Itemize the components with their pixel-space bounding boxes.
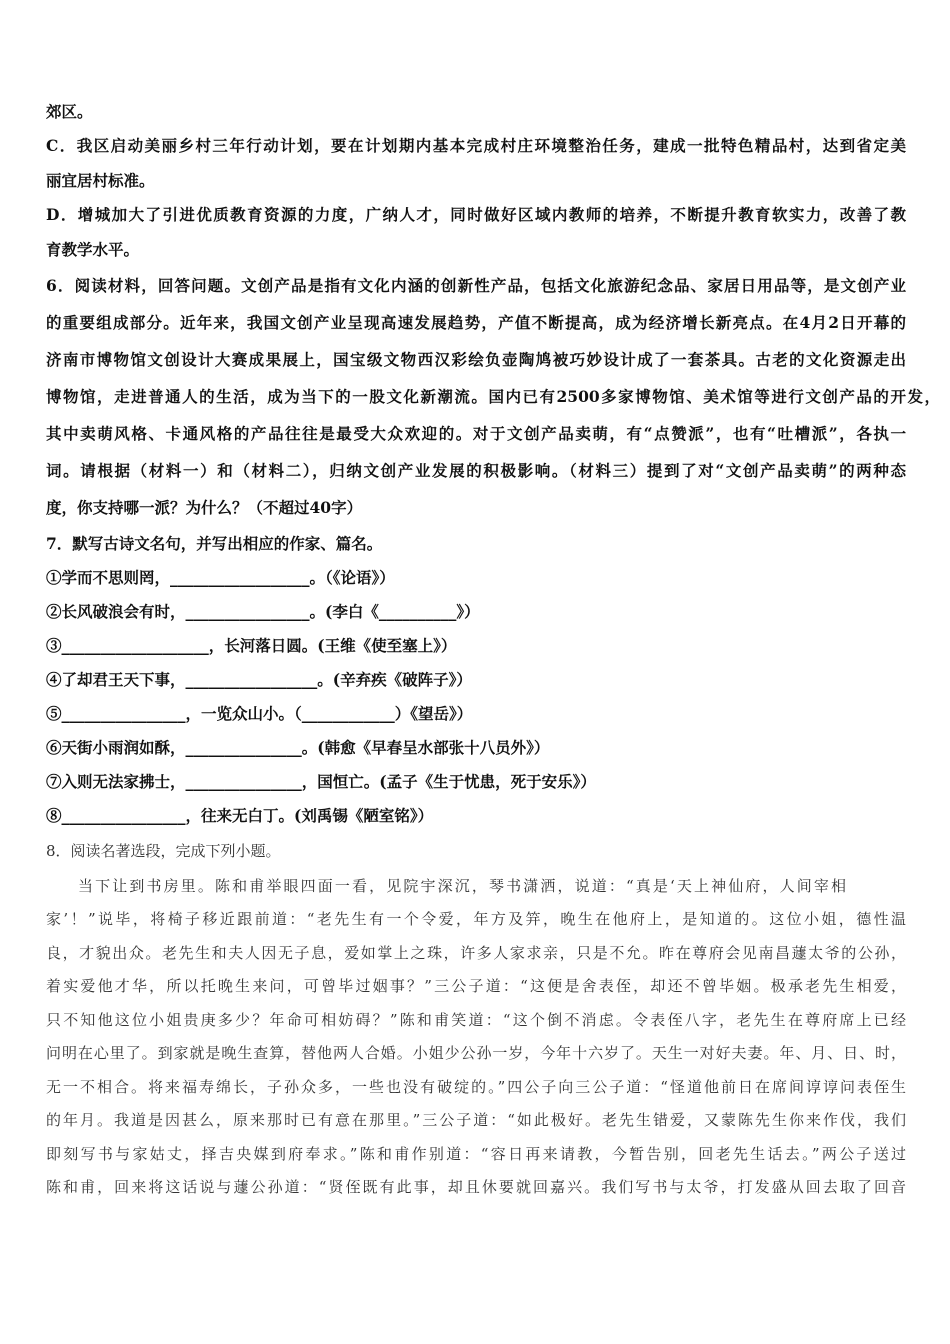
passage-line: 即刻写书与家姑丈，择吉央媒到府奉求。”陈和甫作别道：“容日再来请教，今暂告别，回老先生话去。”两公子送过 <box>46 1145 906 1163</box>
passage-line: 只不知他这位小姐贵庚多少？年命可相妨碍？”陈和甫笑道：“这个倒不消虑。令表侄八字，老先生在尊府席上已经 <box>46 1011 906 1029</box>
option-d-cont: 育教学水平。 <box>46 240 140 259</box>
passage-line: 问明在心里了。到家就是晚生查算，替他两人合婚。小姐少公孙一岁，今年十六岁了。天生一对好夫妻。年、月、日、时， <box>46 1044 906 1062</box>
q7-item: ①学而不思则罔，__________________。（《论语》） <box>46 568 395 587</box>
q7-item: ③___________________，长河落日圆。(王维《使至塞上》） <box>46 636 457 655</box>
passage-line: 的年月。我道是因甚么，原来那时已有意在那里。”三公子道：“如此极好。老先生错爱，又蒙陈先生你来作伐，我们 <box>46 1111 906 1129</box>
passage-line: 着实爱他才华，所以托晚生来问，可曾毕过姻事？”三公子道：“这便是舍表侄，却还不曾毕姻。极承老先生相爱， <box>46 977 906 995</box>
q6-line: 6．阅读材料，回答问题。文创产品是指有文化内涵的创新性产品，包括文化旅游纪念品、家居日用品等，是文创产业 <box>46 276 906 295</box>
passage-line: 陈和甫，回来将这话说与蘧公孙道：“贤侄既有此事，却且休要就回嘉兴。我们写书与太爷，打发盛从回去取了回音 <box>46 1178 906 1196</box>
q5-tail-text: 郊区。 <box>46 102 93 121</box>
q7-item: ④了却君王天下事，_________________。(辛弃疾《破阵子》） <box>46 670 472 689</box>
q6-line: 博物馆，走进普通人的生活，成为当下的一股文化新潮流。国内已有2500多家博物馆、美术馆等进行文创产品的开发， <box>46 387 940 406</box>
option-c: C．我区启动美丽乡村三年行动计划，要在计划期内基本完成村庄环境整治任务，建成一批特色精品村，达到省定美 <box>46 136 906 155</box>
q7-item: ⑧________________，往来无白丁。(刘禹锡《陋室铭》） <box>46 806 434 825</box>
q7-item: ②长风破浪会有时，________________。(李白《__________》） <box>46 602 480 621</box>
q6-line: 词。请根据（材料一）和（材料二），归纳文创产业发展的积极影响。（材料三）提到了对“文创产品卖萌”的两种态 <box>46 461 906 480</box>
q8-title: 8．阅读名著选段，完成下列小题。 <box>46 842 281 860</box>
option-d: D．增城加大了引进优质教育资源的力度，广纳人才，同时做好区域内教师的培养，不断提升教育软实力，改善了教 <box>46 205 906 224</box>
q6-line: 度，你支持哪一派？为什么？（不超过40字） <box>46 498 363 517</box>
passage-line: 无一不相合。将来福寿绵长，子孙众多，一些也没有破绽的。”四公子向三公子道：“怪道他前日在席间谆谆问表侄生 <box>46 1078 906 1096</box>
q6-line: 的重要组成部分。近年来，我国文创产业呈现高速发展趋势，产值不断提高，成为经济增长新亮点。在4月2日开幕的 <box>46 313 906 332</box>
option-c-cont: 丽宜居村标准。 <box>46 171 155 190</box>
q7-title: 7．默写古诗文名句，并写出相应的作家、篇名。 <box>46 534 383 553</box>
q6-line: 其中卖萌风格、卡通风格的产品往往是最受大众欢迎的。对于文创产品卖萌，有“点赞派”，也有“吐槽派”，各执一 <box>46 424 906 443</box>
passage-line: 当下让到书房里。陈和甫举眼四面一看，见院宇深沉，琴书潇洒，说道：“真是‘天上神仙府，人间宰相 <box>78 877 846 895</box>
q7-item: ⑤________________，一览众山小。（____________）《望岳》） <box>46 704 473 723</box>
passage-line: 家’！”说毕，将椅子移近跟前道：“老先生有一个令爱，年方及笄，晚生在他府上，是知道的。这位小姐，德性温 <box>46 910 906 928</box>
passage-line: 良，才貌出众。老先生和夫人因无子息，爱如掌上之珠，许多人家求亲，只是不允。昨在尊府会见南昌蘧太爷的公孙， <box>46 944 906 962</box>
q7-item: ⑦入则无法家拂士，_______________，国恒亡。(孟子《生于忧患，死于安乐》） <box>46 772 596 791</box>
q6-line: 济南市博物馆文创设计大赛成果展上，国宝级文物西汉彩绘负壶陶鸠被巧妙设计成了一套茶具。古老的文化资源走出 <box>46 350 906 369</box>
q7-item: ⑥天街小雨润如酥，_______________。(韩愈《早春呈水部张十八员外》） <box>46 738 550 757</box>
